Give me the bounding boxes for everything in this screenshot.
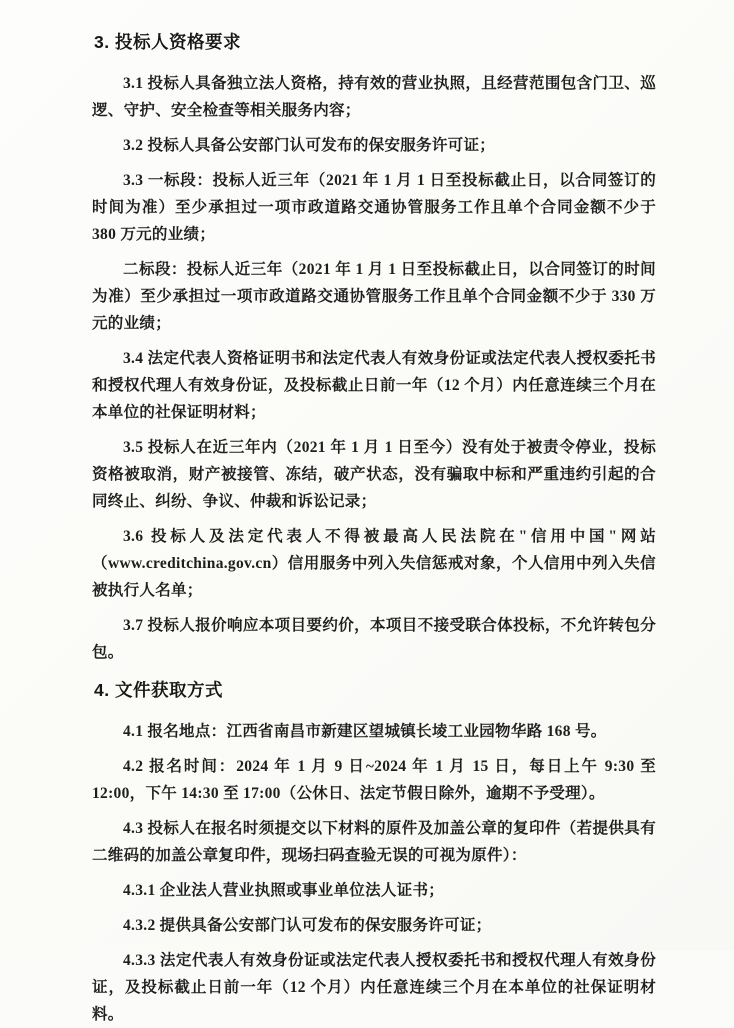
para-3-5: 3.5 投标人在近三年内（2021 年 1 月 1 日至今）没有处于被责令停业，投标资格被取消，财产被接管、冻结，破产状态，没有骗取中标和严重违约引起的合同终止、纠纷、争议、仲裁和诉讼记录；: [92, 439, 656, 510]
para-3-3-lot1: 3.3 一标段：投标人近三年（2021 年 1 月 1 日至投标截止日，以合同签订的时间为准）至少承担过一项市政道路交通协管服务工作且单个合同金额不少于 380 万元的业绩；: [92, 172, 656, 243]
para-3-6: 3.6 投标人及法定代表人不得被最高人民法院在"信用中国"网站（www.creditchina.gov.cn）信用服务中列入失信惩戒对象，个人信用中列入失信被执行人名单；: [92, 528, 656, 599]
para-4-3-1: 4.3.1 企业法人营业执照或事业单位法人证书；: [123, 882, 445, 899]
section-3-heading: 3. 投标人资格要求: [94, 32, 241, 52]
para-3-7: 3.7 投标人报价响应本项目要约价，本项目不接受联合体投标，不允许转包分包。: [92, 617, 656, 661]
para-4-3-3: 4.3.3 法定代表人有效身份证或法定代表人授权委托书和授权代理人有效身份证，及投标截止日前一年（12 个月）内任意连续三个月在本单位的社保证明材料。: [92, 952, 656, 1023]
section-4-heading: 4. 文件获取方式: [94, 680, 223, 700]
para-3-4: 3.4 法定代表人资格证明书和法定代表人有效身份证或法定代表人授权委托书和授权代理人有效身份证，及投标截止日前一年（12 个月）内任意连续三个月在本单位的社保证明材料；: [92, 350, 656, 421]
para-3-1: 3.1 投标人具备独立法人资格，持有效的营业执照，且经营范围包含门卫、巡逻、守护、安全检查等相关服务内容；: [92, 75, 656, 119]
para-4-3: 4.3 投标人在报名时须提交以下材料的原件及加盖公章的复印件（若提供具有二维码的加盖公章复印件，现场扫码查验无误的可视为原件）：: [92, 820, 656, 864]
para-4-2: 4.2 报名时间：2024 年 1 月 9 日~2024 年 1 月 15 日，每日上午 9:30 至 12:00，下午 14:30 至 17:00（公休日、法定节假日除外，逾期不予受理）。: [92, 758, 656, 802]
para-3-3-lot2: 二标段：投标人近三年（2021 年 1 月 1 日至投标截止日，以合同签订的时间为准）至少承担过一项市政道路交通协管服务工作且单个合同金额不少于 330 万元的业绩；: [92, 261, 656, 332]
para-4-3-2: 4.3.2 提供具备公安部门认可发布的保安服务许可证；: [123, 917, 492, 934]
para-4-1: 4.1 报名地点：江西省南昌市新建区望城镇长堎工业园物华路 168 号。: [123, 723, 607, 740]
para-3-2: 3.2 投标人具备公安部门认可发布的保安服务许可证；: [123, 137, 496, 154]
